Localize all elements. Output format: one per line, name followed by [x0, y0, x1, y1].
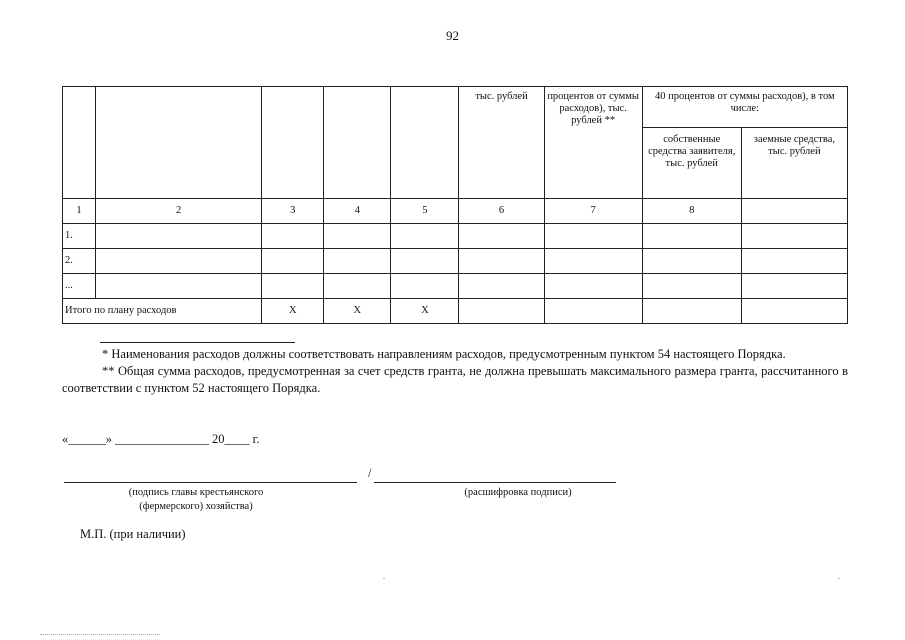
footnote-1: * Наименования расходов должны соответствовать направлениям расходов, предусмотренным пунктом 54 настоящего Порядка.: [102, 347, 786, 361]
header-cell-2: [96, 87, 262, 199]
table-cell: [544, 224, 642, 249]
row-label: ...: [63, 274, 96, 299]
table-cell: [391, 274, 459, 299]
table-cell: [324, 274, 391, 299]
table-cell: [262, 249, 324, 274]
header-cell-7: процентов от суммы расходов), тыс. рублей **: [544, 87, 642, 199]
footnote-2: ** Общая сумма расходов, предусмотренная за счет средств гранта, не должна превышать максимального размера гранта, рассчитанного в соответствии с пунктом 52 настоящего Порядка.: [62, 364, 848, 395]
table-cell: [262, 224, 324, 249]
header-own-funds: собственные средства заявителя, тыс. рублей: [642, 128, 741, 199]
header-cell-6: тыс. рублей: [459, 87, 544, 199]
table-cell: [96, 274, 262, 299]
table-cell: [459, 249, 544, 274]
table-cell: [96, 249, 262, 274]
table-row: [63, 249, 848, 274]
table-cell: [741, 224, 847, 249]
date-line: «______» _______________ 20____ г.: [62, 432, 260, 446]
signature-separator: /: [368, 466, 372, 480]
total-x-mark: Х: [324, 299, 391, 324]
header-cell-1: [63, 87, 96, 199]
total-x-mark: Х: [262, 299, 324, 324]
signature-decoding-caption: (расшифровка подписи): [464, 487, 572, 498]
table-cell: [96, 224, 262, 249]
page-number: 92: [446, 28, 459, 43]
header-borrowed-funds: заемные средства, тыс. рублей: [741, 128, 847, 199]
table-cell: [324, 249, 391, 274]
col-number: 5: [391, 199, 459, 224]
table-cell: [642, 299, 741, 324]
col-number: 1: [63, 199, 96, 224]
header-cell-4: [324, 87, 391, 199]
table-cell: [459, 274, 544, 299]
total-row: [63, 299, 848, 324]
header-cell-5: [391, 87, 459, 199]
row-label: 1.: [63, 224, 96, 249]
total-x-mark: Х: [391, 299, 459, 324]
table-cell: [459, 299, 544, 324]
signature-line: [64, 482, 357, 483]
col-number: 2: [96, 199, 262, 224]
footnotes: [62, 346, 848, 397]
row-label: 2.: [63, 249, 96, 274]
table-cell: [544, 249, 642, 274]
scan-speck: [383, 578, 385, 579]
col-number: 8: [642, 199, 741, 224]
table-cell: [741, 274, 847, 299]
signature-decoding-line: [374, 482, 616, 483]
table-cell: [642, 224, 741, 249]
table-cell: [741, 299, 847, 324]
table-cell: [741, 249, 847, 274]
table-cell: [391, 249, 459, 274]
table-row: [63, 224, 848, 249]
col-number: 3: [262, 199, 324, 224]
col-number: 7: [544, 199, 642, 224]
table-cell: [391, 224, 459, 249]
table-cell: [459, 224, 544, 249]
signature-caption-line-2: (фермерского) хозяйства): [139, 501, 253, 512]
header-cell-3: [262, 87, 324, 199]
col-number: 6: [459, 199, 544, 224]
scan-speck: [838, 578, 840, 579]
table-cell: [544, 299, 642, 324]
table-cell: [544, 274, 642, 299]
stamp-label: М.П. (при наличии): [80, 527, 186, 541]
total-label: Итого по плану расходов: [63, 299, 262, 324]
header-cell-8-9: 40 процентов от суммы расходов), в том числе:: [642, 87, 847, 128]
footnote-separator: [100, 342, 295, 343]
col-number: [741, 199, 847, 224]
table-cell: [642, 249, 741, 274]
table-row: [63, 274, 848, 299]
column-number-row: [63, 199, 848, 224]
table-cell: [324, 224, 391, 249]
expense-plan-table: [62, 86, 848, 324]
col-number: 4: [324, 199, 391, 224]
signature-caption-line-1: (подпись главы крестьянского: [128, 487, 264, 498]
table-cell: [262, 274, 324, 299]
header-row-1: [63, 87, 848, 128]
table-cell: [642, 274, 741, 299]
signature-caption: [96, 486, 296, 514]
scan-edge-mark: [40, 634, 160, 635]
